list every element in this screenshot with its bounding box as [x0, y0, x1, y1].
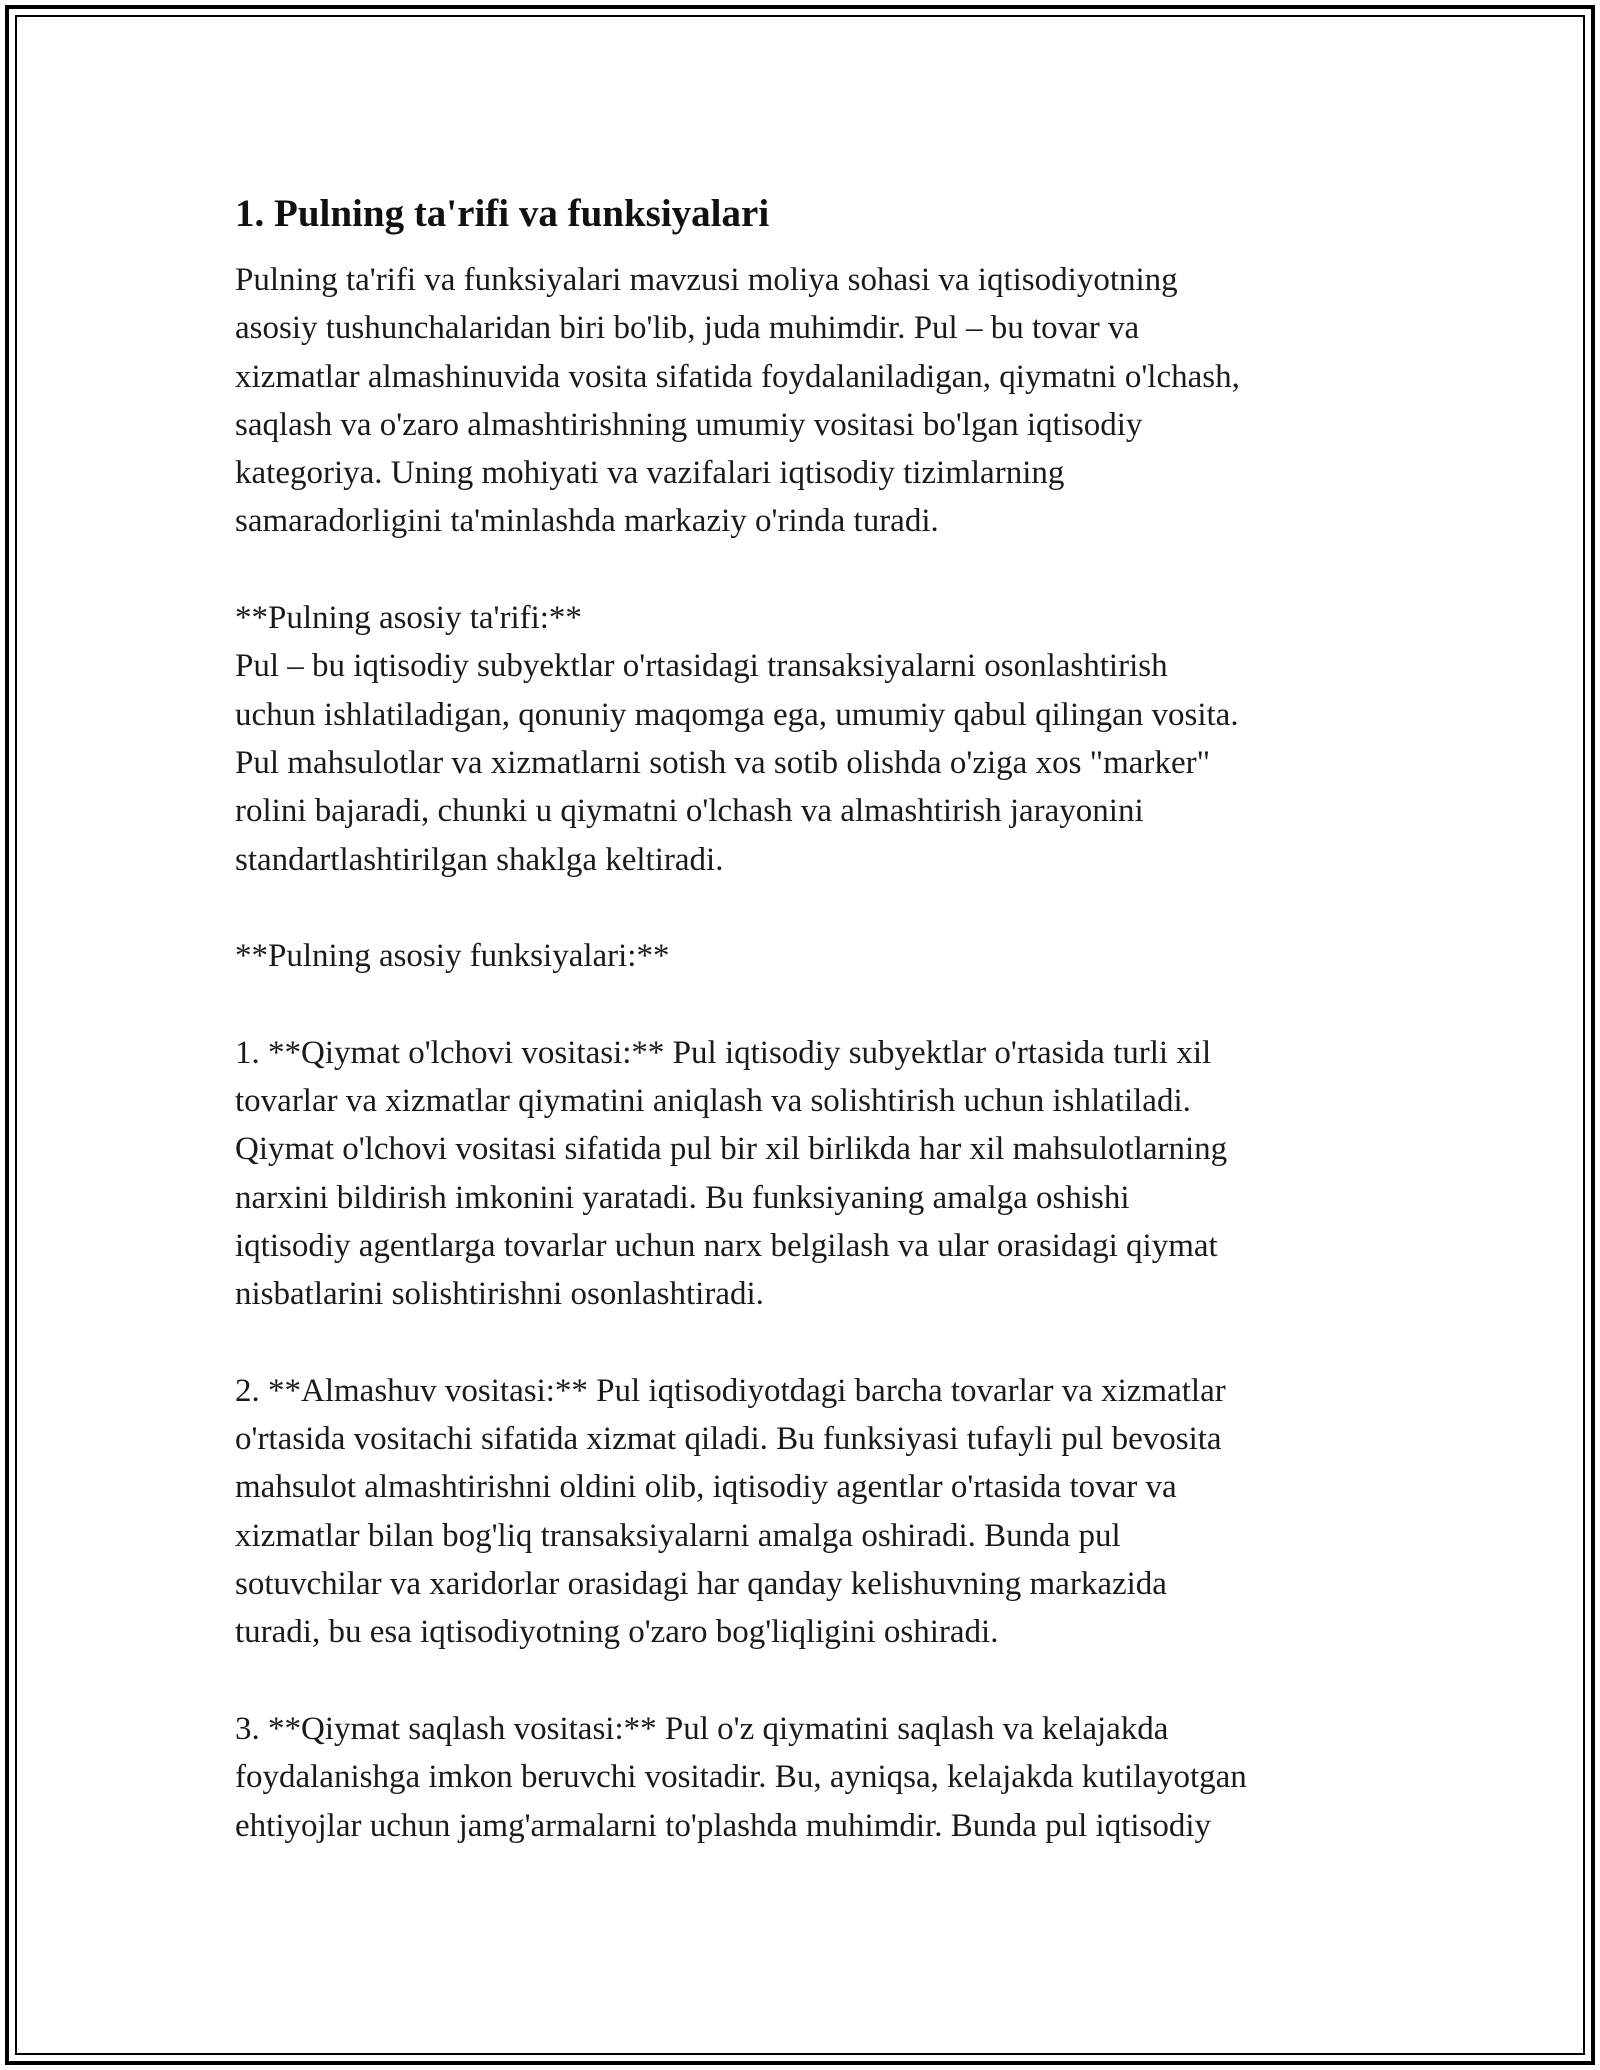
definition-heading: **Pulning asosiy ta'rifi:** [235, 600, 582, 637]
paragraph-spacer [235, 1319, 1385, 1367]
text-line: Pul – bu iqtisodiy subyektlar o'rtasidagi transaksiyalarni osonlashtirish [235, 648, 1168, 685]
text-line: Pul mahsulotlar va xizmatlarni sotish va sotib olishda o'ziga xos "marker" [235, 744, 1211, 781]
function-item-3 [235, 1705, 1385, 1850]
text-line: mahsulot almashtirishni oldini olib, iqtisodiy agentlar o'rtasida tovar va [235, 1469, 1177, 1506]
definition-section [235, 594, 1385, 884]
paragraph-spacer [235, 884, 1385, 932]
text-line: o'rtasida vositachi sifatida xizmat qiladi. Bu funksiyasi tufayli pul bevosita [235, 1421, 1222, 1458]
text-line: uchun ishlatiladigan, qonuniy maqomga ega, umumiy qabul qilingan vosita. [235, 696, 1239, 733]
intro-paragraph [235, 256, 1385, 546]
text-line: tovarlar va xizmatlar qiymatini aniqlash va solishtirish uchun ishlatiladi. [235, 1083, 1191, 1120]
text-line: 2. **Almashuv vositasi:** Pul iqtisodiyotdagi barcha tovarlar va xizmatlar [235, 1372, 1226, 1409]
functions-heading-paragraph [235, 932, 1385, 980]
text-line: foydalanishga imkon beruvchi vositadir. Bu, ayniqsa, kelajakda kutilayotgan [235, 1759, 1247, 1796]
paragraph-spacer [235, 546, 1385, 594]
document-title: 1. Pulning ta'rifi va funksiyalari [235, 192, 770, 235]
text-line: sotuvchilar va xaridorlar orasidagi har qanday kelishuvning markazida [235, 1566, 1167, 1603]
text-line: xizmatlar almashinuvida vosita sifatida foydalaniladigan, qiymatni o'lchash, [235, 358, 1240, 395]
text-line: xizmatlar bilan bog'liq transaksiyalarni amalga oshiradi. Bunda pul [235, 1517, 1121, 1554]
text-line: kategoriya. Uning mohiyati va vazifalari iqtisodiy tizimlarning [235, 455, 1065, 492]
text-line: asosiy tushunchalaridan biri bo'lib, juda muhimdir. Pul – bu tovar va [235, 310, 1140, 347]
text-line: iqtisodiy agentlarga tovarlar uchun narx belgilash va ular orasidagi qiymat [235, 1227, 1218, 1264]
text-line: 1. **Qiymat o'lchovi vositasi:** Pul iqtisodiy subyektlar o'rtasida turli xil [235, 1034, 1212, 1071]
text-line: rolini bajaradi, chunki u qiymatni o'lchash va almashtirish jarayonini [235, 793, 1144, 830]
function-item-1 [235, 1029, 1385, 1319]
function-item-2 [235, 1367, 1385, 1657]
paragraph-spacer [235, 980, 1385, 1028]
document-body [235, 186, 1385, 1850]
text-line: nisbatlarini solishtirishni osonlashtiradi. [235, 1276, 764, 1313]
text-line: turadi, bu esa iqtisodiyotning o'zaro bog'liqligini oshiradi. [235, 1614, 999, 1651]
text-line: 3. **Qiymat saqlash vositasi:** Pul o'z qiymatini saqlash va kelajakda [235, 1710, 1169, 1747]
text-line: Pulning ta'rifi va funksiyalari mavzusi moliya sohasi va iqtisodiyotning [235, 262, 1178, 298]
paragraph-spacer [235, 1657, 1385, 1705]
text-line: Qiymat o'lchovi vositasi sifatida pul bir xil birlikda har xil mahsulotlarning [235, 1131, 1228, 1168]
text-line: samaradorligini ta'minlashda markaziy o'rinda turadi. [235, 503, 939, 540]
text-line: ehtiyojlar uchun jamg'armalarni to'plashda muhimdir. Bunda pul iqtisodiy [235, 1807, 1212, 1844]
functions-heading: **Pulning asosiy funksiyalari:** [235, 938, 670, 975]
text-line: standartlashtirilgan shaklga keltiradi. [235, 841, 724, 878]
text-line: saqlash va o'zaro almashtirishning umumiy vositasi bo'lgan iqtisodiy [235, 406, 1143, 443]
text-line: narxini bildirish imkonini yaratadi. Bu funksiyaning amalga oshishi [235, 1179, 1130, 1216]
